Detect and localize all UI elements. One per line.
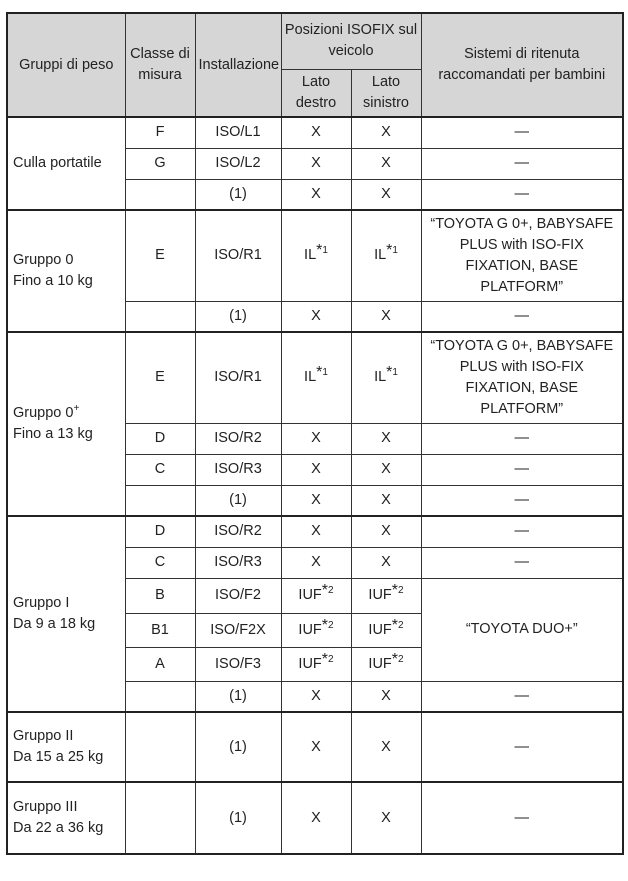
recommended-value: — [421,301,623,332]
isofix-table [6,12,624,855]
size-class: E [125,332,195,423]
right-side-value: X [281,423,351,454]
installation: ISO/L1 [195,117,281,148]
right-side-value: IL*$^1$ [281,332,351,423]
recommended-value: — [421,117,623,148]
right-side-value: X [281,148,351,179]
right-side-value: X [281,485,351,516]
note-star: * [321,650,329,668]
right-side-value: X [281,782,351,854]
right-side-value: X [281,516,351,547]
note-star: * [386,364,393,382]
note-star: * [386,242,393,260]
installation: ISO/R2 [195,516,281,547]
installation: ISO/R3 [195,547,281,578]
size-class: B1 [125,613,195,647]
right-side-value: X [281,179,351,210]
left-side-value: IUF*$^2$ [351,647,421,681]
header-installation: Installazione [195,13,281,117]
installation: (1) [195,681,281,712]
left-side-value: IL*$^1$ [351,332,421,423]
recommended-value: “TOYOTA G 0+, BABYSAFE PLUS with ISO-FIX FIXATION, BASE PLATFORM” [421,332,623,423]
installation: (1) [195,485,281,516]
left-side-value: X [351,681,421,712]
right-side-value: IUF*$^2$ [281,613,351,647]
size-class: F [125,117,195,148]
recommended-value: — [421,782,623,854]
note-star: * [391,650,399,668]
recommended-value: — [421,148,623,179]
group-name: Gruppo 0 [13,252,74,268]
group-range: Da 22 a 36 kg [13,820,104,836]
note-star: * [391,582,399,599]
installation: ISO/R2 [195,423,281,454]
installation: ISO/F2X [195,613,281,647]
size-class: C [125,547,195,578]
group-name: Gruppo I [13,595,70,611]
recommended-value: — [421,454,623,485]
recommended-value: — [421,423,623,454]
left-side-value: X [351,301,421,332]
group-name: Gruppo 0+ [13,403,80,421]
installation: (1) [195,712,281,782]
header-recommended: Sistemi di ritenuta raccomandati per bambini [421,13,623,117]
group-range: Fino a 13 kg [13,426,93,442]
header-left-side: Lato sinistro [351,69,421,117]
size-class: D [125,423,195,454]
left-side-value: X [351,454,421,485]
group-2 [7,712,125,782]
recommended-value: — [421,712,623,782]
right-side-value: IUF*$^2$ [281,578,351,613]
left-side-value: X [351,148,421,179]
group-range: Da 9 a 18 kg [13,616,96,632]
right-side-value: X [281,117,351,148]
group-0 [7,210,125,332]
size-class [125,301,195,332]
right-side-value: X [281,681,351,712]
group-0-plus [7,332,125,516]
size-class [125,681,195,712]
note-star: * [391,616,399,634]
right-side-value: X [281,547,351,578]
size-class: B [125,578,195,613]
size-class [125,485,195,516]
right-side-value: X [281,301,351,332]
left-side-value: X [351,423,421,454]
left-side-value: IUF*$^2$ [351,578,421,613]
size-class: C [125,454,195,485]
header-size-class: Classe di misura [125,13,195,117]
recommended-value: — [421,681,623,712]
group-3 [7,782,125,854]
left-side-value: X [351,516,421,547]
size-class [125,179,195,210]
group-name: Gruppo III [13,799,78,815]
header-weight-groups: Gruppi di peso [7,13,125,117]
size-class: A [125,647,195,681]
group-1 [7,516,125,712]
group-range: Fino a 10 kg [13,273,93,289]
right-side-value: IUF*$^2$ [281,647,351,681]
note-star: * [321,582,329,599]
group-name: Gruppo II [13,728,74,744]
installation: ISO/R1 [195,210,281,301]
right-side-value: X [281,454,351,485]
group-carrycot: Culla portatile [7,117,125,210]
recommended-value: — [421,179,623,210]
note-star: * [321,616,329,634]
size-class: G [125,148,195,179]
header-isofix-positions: Posizioni ISOFIX sul veicolo [281,13,421,69]
size-class [125,712,195,782]
installation: ISO/F2 [195,578,281,613]
left-side-value: IUF*$^2$ [351,613,421,647]
size-class: D [125,516,195,547]
left-side-value: X [351,117,421,148]
installation: ISO/R1 [195,332,281,423]
size-class: E [125,210,195,301]
recommended-value: “TOYOTA DUO+” [421,578,623,681]
note-star: * [316,364,323,382]
installation: ISO/R3 [195,454,281,485]
left-side-value: X [351,485,421,516]
group-range: Da 15 a 25 kg [13,749,104,765]
left-side-value: X [351,179,421,210]
left-side-value: IL*$^1$ [351,210,421,301]
left-side-value: X [351,712,421,782]
note-star: * [316,242,323,260]
installation: ISO/F3 [195,647,281,681]
installation: (1) [195,782,281,854]
size-class [125,782,195,854]
left-side-value: X [351,547,421,578]
right-side-value: X [281,712,351,782]
installation: ISO/L2 [195,148,281,179]
left-side-value: X [351,782,421,854]
header-right-side: Lato destro [281,69,351,117]
recommended-value: — [421,516,623,547]
recommended-value: “TOYOTA G 0+, BABYSAFE PLUS with ISO-FIX FIXATION, BASE PLATFORM” [421,210,623,301]
recommended-value: — [421,485,623,516]
recommended-value: — [421,547,623,578]
installation: (1) [195,301,281,332]
installation: (1) [195,179,281,210]
right-side-value: IL*$^1$ [281,210,351,301]
